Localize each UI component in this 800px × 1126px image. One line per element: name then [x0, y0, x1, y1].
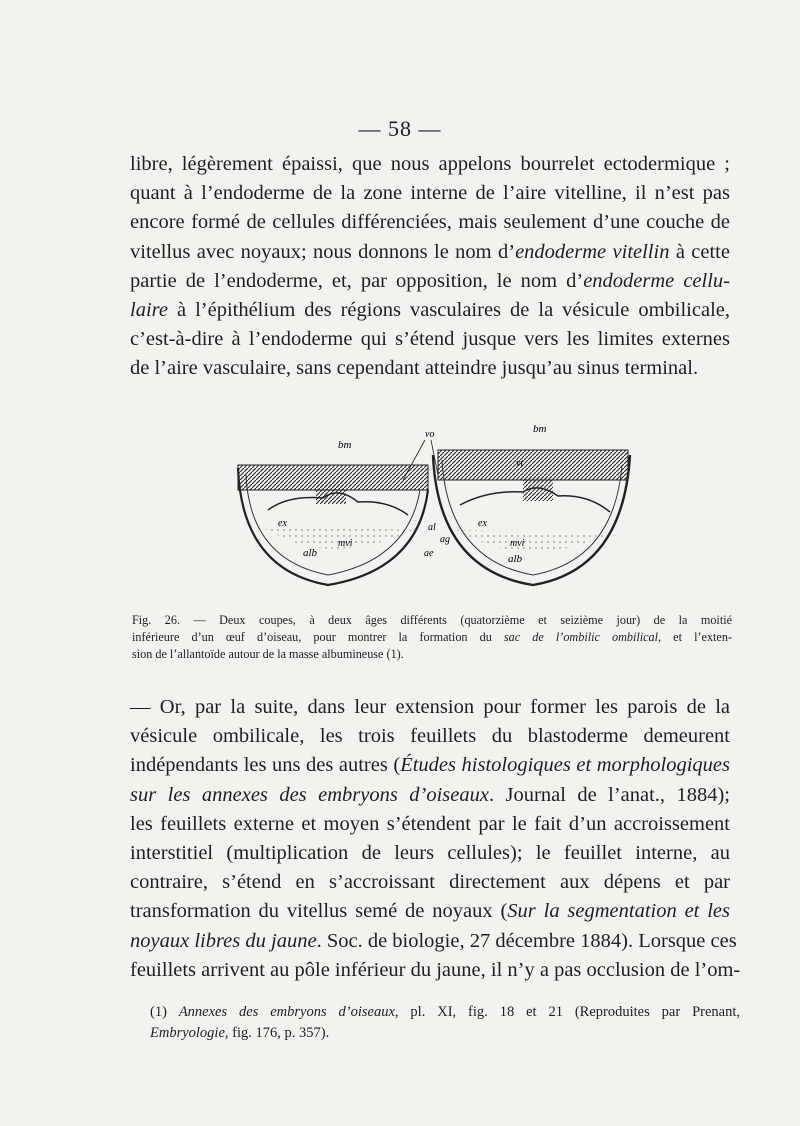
- paragraph-1: [130, 150, 730, 384]
- italic-title: Annexes des embryons d’oiseaux: [178, 1004, 395, 1020]
- text-line: interstitiel (multiplication de leurs cellules); le feuillet interne, au: [130, 842, 730, 865]
- label-mvi-left: mvi: [338, 538, 353, 549]
- label-vo: vo: [425, 429, 435, 440]
- text-line: de l’aire vasculaire, sans cependant atteindre jusqu’au sinus terminal.: [130, 357, 699, 380]
- label-vt: vt: [516, 458, 524, 469]
- text-run: vitellus avec noyaux; nous donnons le nom d’: [130, 240, 516, 263]
- text-line: libre, légèrement épaissi, que nous appelons bourrelet ectodermique ;: [130, 153, 730, 175]
- text-line: quant à l’endoderme de la zone interne de l’aire vitelline, il n’est pas: [130, 182, 730, 205]
- text-line: feuillets arrivent au pôle inférieur du jaune, il n’y a pas occlusion de l’om-: [130, 958, 741, 981]
- text-line: les feuillets externe et moyen s’étendent par le fait d’un accroissement: [130, 812, 730, 835]
- label-ex-left: ex: [278, 518, 287, 529]
- italic-term: sac de l’ombilic ombilical: [503, 630, 659, 644]
- figure-26-illustration: [228, 420, 638, 605]
- text-run: , pl. XI, fig. 18 et 21 (Reproduites par Prenant,: [394, 1004, 740, 1020]
- caption-line: sion de l’allantoïde autour de la masse albumineuse (1).: [132, 647, 404, 661]
- page-number: — 58 —: [358, 116, 442, 141]
- label-alb-right: alb: [508, 553, 523, 565]
- text-line: contraire, s’étend en s’accroissant directement aux dépens et par: [130, 871, 730, 894]
- text-run: inférieure d’un œuf d’oiseau, pour montrer la formation du: [132, 630, 504, 644]
- caption-line: Fig. 26. — Deux coupes, à deux âges différents (quatorzième et seizième jour) de la moitié: [132, 613, 732, 627]
- label-mvi-right: mvi: [510, 538, 525, 549]
- caption-line: [132, 629, 732, 646]
- label-ex-right: ex: [478, 518, 487, 529]
- label-ae: ae: [424, 548, 434, 559]
- text-line: [130, 238, 730, 267]
- text-line: encore formé de cellules différenciées, mais seulement d’une couche de: [130, 211, 730, 234]
- text-line: [130, 927, 737, 956]
- italic-term: endoderme vitellin: [515, 240, 670, 263]
- text-run: . Soc. de biologie, 27 décembre 1884). Lorsque ces: [316, 929, 737, 952]
- right-section: [433, 450, 630, 585]
- text-run: . Journal de l’anat., 1884);: [488, 783, 731, 806]
- footnote-line: [150, 1002, 740, 1023]
- left-section: [238, 465, 428, 585]
- label-al: al: [428, 522, 436, 533]
- text-line: c’est-à-dire à l’endoderme qui s’étend jusque vers les limites externes: [130, 328, 730, 351]
- text-line: vésicule ombilicale, les trois feuillets du blastoderme demeurent: [130, 725, 730, 748]
- paragraph-2: [130, 693, 741, 985]
- text-run: , et l’exten-: [658, 630, 732, 644]
- text-run: partie de l’endoderme, et, par opposition, le nom d’: [130, 269, 584, 292]
- italic-title: sur les annexes des embryons d’oiseaux: [130, 783, 489, 806]
- text-line: [130, 897, 730, 926]
- text-run: à cette: [669, 240, 730, 263]
- text-line: — Or, par la suite, dans leur extension pour former les parois de la: [130, 696, 730, 718]
- label-ag: ag: [440, 534, 450, 545]
- text-run: (1): [150, 1004, 179, 1020]
- footnote: [150, 1002, 740, 1044]
- label-bm-right: bm: [533, 423, 547, 435]
- text-run: , fig. 176, p. 357).: [224, 1025, 330, 1041]
- italic-title: Sur la segmentation et les: [507, 900, 730, 923]
- text-run: transformation du vitellus semé de noyaux (: [130, 900, 508, 923]
- text-line: [130, 267, 730, 296]
- italic-title: Études histologiques et morphologiques: [400, 754, 730, 777]
- text-run: à l’épithélium des régions vasculaires de la vésicule ombilicale,: [167, 299, 730, 322]
- footnote-line: [150, 1023, 740, 1044]
- italic-title: noyaux libres du jaune: [130, 929, 317, 952]
- figure-caption: [132, 612, 732, 663]
- label-alb-left: alb: [303, 547, 318, 559]
- text-line: [130, 781, 730, 810]
- italic-term: laire: [130, 299, 168, 322]
- italic-title: Embryologie: [150, 1025, 225, 1041]
- text-line: [130, 296, 730, 325]
- embryo-section-drawing: [228, 420, 638, 605]
- text-run: indépendants les uns des autres (: [130, 754, 401, 777]
- italic-term: endoderme cellu-: [583, 269, 730, 292]
- label-bm-left: bm: [338, 439, 352, 451]
- text-line: [130, 751, 730, 780]
